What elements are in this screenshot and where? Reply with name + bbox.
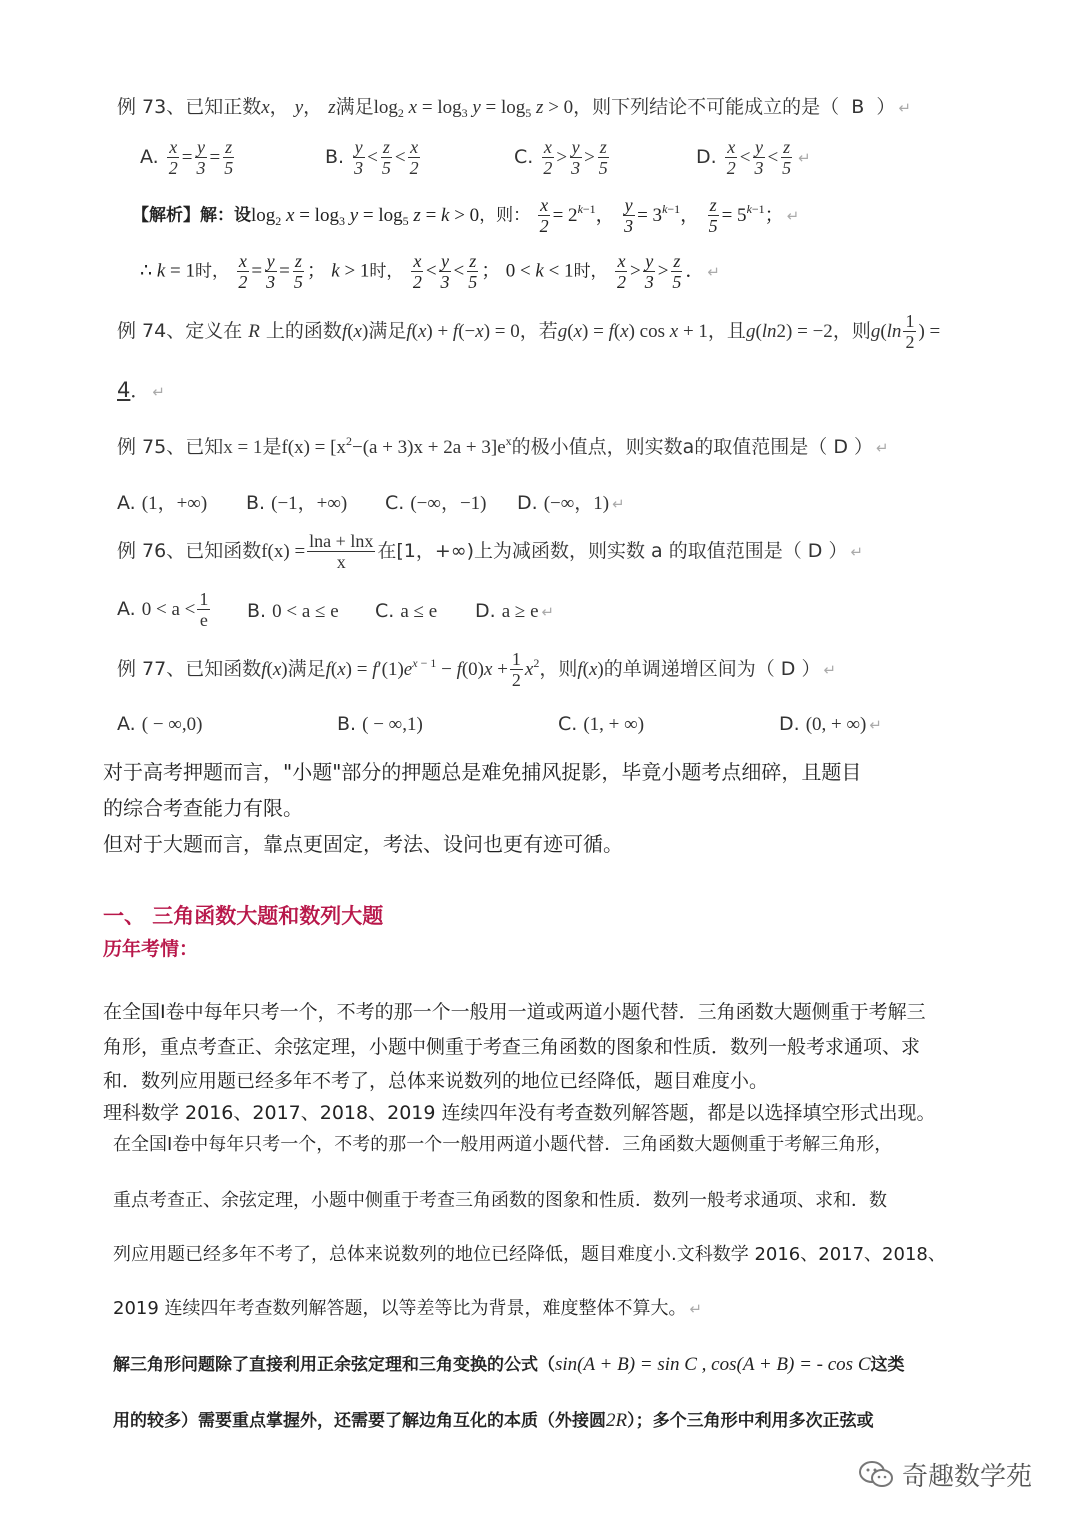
var-x: x xyxy=(261,97,270,118)
answer-blank: 4 xyxy=(117,378,131,402)
example-76-question: 例 76、已知函数f(x) = $\frac{\ln a + \ln x}{x}$ 在[1，+∞)上为减函数，则实数 a 的取值范围是（ D ） ↵ xyxy=(117,531,864,572)
option-a: A. (1，+∞) xyxy=(117,492,208,514)
option-b: B. 0 < a ≤ e xyxy=(247,600,339,622)
option-d: D. (−∞，1) ↵ xyxy=(517,492,625,514)
option-c: C. $\frac{x}{2}$ > $\frac{y}{3}$ > $\frac{z}{5}$ xyxy=(514,137,608,178)
example-75-question: 例 75、已知x = 1是$f(x) = [x^2-(a + 3)x + 2a + 3]e^x$的极小值点，则实数a的取值范围是（ D ） ↵ xyxy=(117,434,889,458)
ex75-prefix: 例 75、已知 xyxy=(117,436,224,458)
option-c: C. (−∞，−1) xyxy=(385,492,487,514)
section-subheading: 历年考情： xyxy=(103,938,199,960)
ex74-prefix: 例 74、定义在 xyxy=(117,320,243,342)
option-c: C. (1, + ∞) xyxy=(558,713,645,735)
ex73-answer: B xyxy=(851,96,865,118)
option-a: A. $\frac{x}{2}$ = $\frac{y}{3}$ = $\frac{z}{5}$ xyxy=(140,137,234,178)
ex76-prefix: 例 76、已知函数 xyxy=(117,540,262,562)
excerpt-6-tail: ）；多个三角形中利用多次正弦或 xyxy=(627,1411,874,1431)
paragraph-1: 对于高考押题而言，"小题"部分的押题总是难免捕风捉影，毕竟小题考点细碎，且题目 xyxy=(103,760,862,784)
ex75-end: ） xyxy=(854,436,874,458)
paragraph-1-cont: 的综合考查能力有限。 xyxy=(103,796,303,820)
ex74-mid: ，若 xyxy=(519,320,558,342)
option-d: D. a ≥ e ↵ xyxy=(475,600,555,622)
option-d: D. $\frac{x}{2}$ < $\frac{y}{3}$ < $\frac{z}{5}$ ↵ xyxy=(696,137,811,178)
option-c: C. a ≤ e xyxy=(375,600,438,622)
example-74-question: 例 74、定义在 R 上的函数f(x)满足f(x) + f(−x) = 0，若g(x) = f(x) cos x + 1，且g(ln2) = −2，则g(ln $\frac{1}{2}$ ) = xyxy=(117,311,941,352)
case-1: 时， xyxy=(195,261,229,282)
example-73-question xyxy=(117,92,911,121)
ex73-end: ） xyxy=(876,96,896,118)
case-3: 时， xyxy=(573,261,608,282)
solution-then: ，则： xyxy=(479,205,531,226)
watermark-text: 奇趣数学苑 xyxy=(902,1462,1033,1492)
ex76-end: ） xyxy=(828,540,848,562)
ex73-cond: 满足 xyxy=(335,96,374,118)
example-77-question: 例 77、已知函数f(x)满足$f(x) = f'(1)e^{x - 1} - f(0)x$ + $\frac{1}{2}$ $x^2$，则f(x)的单调递增区间为（ D ） ↵ xyxy=(117,649,837,690)
excerpt-line-6 xyxy=(113,1406,874,1432)
option-label: C. xyxy=(514,146,534,168)
log-condition: $\log_2 x = \log_3 y = \log_5 z > 0$ xyxy=(373,97,574,120)
solution-formula: $\log_2 x = \log_3 y = \log_5 z = k > 0$ xyxy=(251,204,480,228)
excerpt-line-3: 列应用题已经多年不考了，总体来说数列的地位已经降低，题目难度小.文科数学 2016、2017、2018、 xyxy=(113,1244,946,1265)
excerpt-6-text: 用的较多）需要重点掌握外，还需要了解边角互化的本质（外接圆 xyxy=(113,1411,606,1431)
example-74-answer: 4． ↵ xyxy=(117,378,165,402)
solution-label: 【解析】解：设 xyxy=(132,205,251,226)
option-label: D. xyxy=(696,146,717,168)
ex75-is: 是 xyxy=(262,436,282,458)
paragraph-mark-icon: ↵ xyxy=(898,99,912,117)
wechat-icon xyxy=(858,1460,894,1490)
ex73-ask: ，则下列结论不可能成立的是（ xyxy=(573,96,840,118)
ex74-mid: ，且 xyxy=(707,320,746,342)
paragraph-3-line-2: 角形，重点考查正、余弦定理，小题中侧重于考查三角函数的图象和性质．数列一般考求通项、求 xyxy=(103,1036,921,1058)
option-label: B. xyxy=(325,146,345,168)
option-b: B. $\frac{y}{3}$ < $\frac{z}{5}$ < $\frac{x}{2}$ xyxy=(325,137,419,178)
paragraph-2: 但对于大题而言，靠点更固定，考法、设问也更有迹可循。 xyxy=(103,832,623,856)
excerpt-5-tail: 这类 xyxy=(870,1355,905,1375)
ex75-tail: 的极小值点，则实数a的取值范围是（ xyxy=(511,436,828,458)
excerpt-line-4-text: 2019 连续四年考查数列解答题，以等差等比为背景，难度整体不算大。 xyxy=(113,1298,687,1319)
ex74-mid: 满足 xyxy=(368,320,407,342)
case-2: 时， xyxy=(369,261,404,282)
paragraph-3-line-3: 和．数列应用题已经多年不考了，总体来说数列的地位已经降低，题目难度小。 xyxy=(103,1070,769,1092)
excerpt-line-4: 2019 连续四年考查数列解答题，以等差等比为背景，难度整体不算大。 ↵ xyxy=(113,1298,703,1319)
var-y: y xyxy=(294,97,304,118)
section-heading: 一、 三角函数大题和数列大题 xyxy=(103,904,384,928)
circumradius-formula: 2R xyxy=(606,1410,628,1431)
option-b: B. (−1，+∞) xyxy=(246,492,348,514)
option-a: A. ( − ∞,0) xyxy=(117,713,203,735)
option-label: A. xyxy=(140,146,159,168)
option-d: D. (0, + ∞) ↵ xyxy=(779,713,882,735)
watermark xyxy=(858,1456,1032,1493)
ex77-end: ） xyxy=(801,658,821,680)
trig-formula: sin(A + B) = sin C , cos(A + B) = - cos C xyxy=(555,1354,871,1375)
ex73-sep: ， xyxy=(269,96,289,118)
ex77-answer: D xyxy=(780,658,796,680)
var-z: z xyxy=(328,97,336,118)
ex77-tail: 的单调递增区间为（ xyxy=(603,658,775,680)
ex74-mid: 上的函数 xyxy=(265,320,342,342)
ex77-mid: ，则 xyxy=(539,658,578,680)
paragraph-3-line-1: 在全国Ⅰ卷中每年只考一个，不考的那一个一般用一道或两道小题代替．三角函数大题侧重于考解三 xyxy=(103,1001,926,1023)
option-b: B. ( − ∞,1) xyxy=(337,713,423,735)
ex74-end: ． xyxy=(130,380,150,402)
excerpt-line-5 xyxy=(113,1350,905,1376)
example-73-solution: 【解析】解：设$\log_2 x = \log_3 y = \log_5 z = k > 0$，则： $\frac{x}{2}$ = $2^{k-1}$， $\frac{y}{3}$ = $3^{k-1}$， $\frac{z}{5}$ = $5^{k-1}$； ↵ xyxy=(132,195,800,236)
example-73-cases: ∴ k = 1时， $\frac{x}{2}$ = $\frac{y}{3}$ = $\frac{z}{5}$ ； k > 1时， $\frac{x}{2}$ < $\frac{y}{3}$ < $\frac{z}{5}$ ； 0 < k < 1时， $\frac{x}{2}$ > $\frac{y}{3}$ > $\frac{z}{5}$ ． ↵ xyxy=(140,251,720,292)
ex77-prefix: 例 77、已知函数 xyxy=(117,658,262,680)
excerpt-line-1: 在全国Ⅰ卷中每年只考一个，不考的那一个一般用两道小题代替．三角函数大题侧重于考解三角形， xyxy=(113,1134,893,1155)
ex73-prefix: 例 73、已知正数 xyxy=(117,96,262,118)
ex77-mid: 满足 xyxy=(287,658,326,680)
ex76-answer: D xyxy=(807,540,823,562)
option-a: A. 0 < a < $\frac{1}{e}$ xyxy=(117,589,209,630)
ex73-sep: ， xyxy=(303,96,323,118)
excerpt-line-2: 重点考查正、余弦定理，小题中侧重于考查三角函数的图象和性质．数列一般考求通项、求和．数 xyxy=(113,1190,887,1211)
ex76-tail: 在[1，+∞)上为减函数，则实数 a 的取值范围是（ xyxy=(377,540,802,562)
ex75-answer: D xyxy=(833,436,848,458)
excerpt-5-text: 解三角形问题除了直接利用正余弦定理和三角变换的公式（ xyxy=(113,1355,555,1375)
ex74-mid: ，则 xyxy=(832,320,871,342)
paragraph-4: 理科数学 2016、2017、2018、2019 连续四年没有考查数列解答题，都是以选择填空形式出现。 xyxy=(103,1102,936,1124)
